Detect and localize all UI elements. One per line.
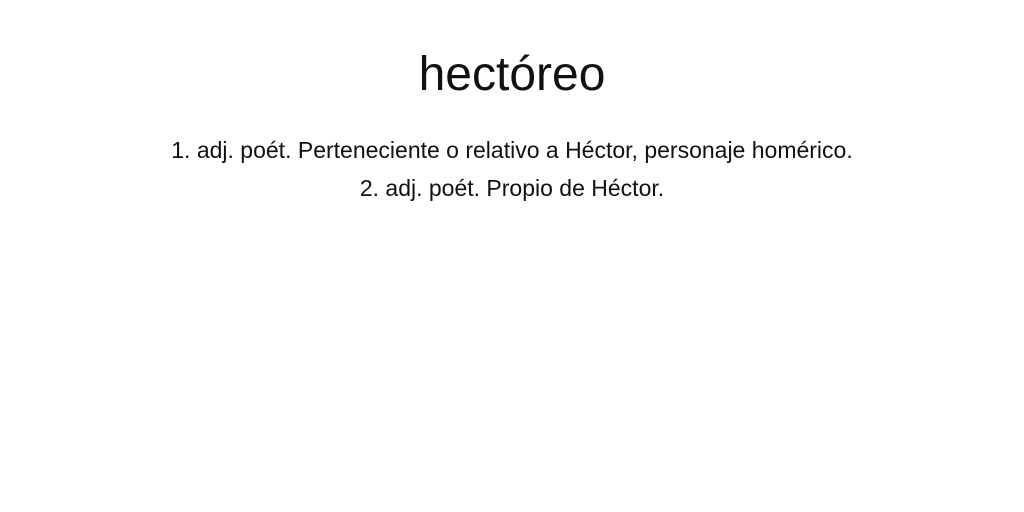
definition-2: 2. adj. poét. Propio de Héctor. (359, 175, 665, 201)
dictionary-entry (0, 0, 1024, 207)
entry-headword: hectóreo (418, 48, 606, 101)
definition-1: 1. adj. poét. Perteneciente o relativo a Héctor, personaje homérico. (171, 137, 853, 163)
definition-list (0, 131, 1024, 207)
